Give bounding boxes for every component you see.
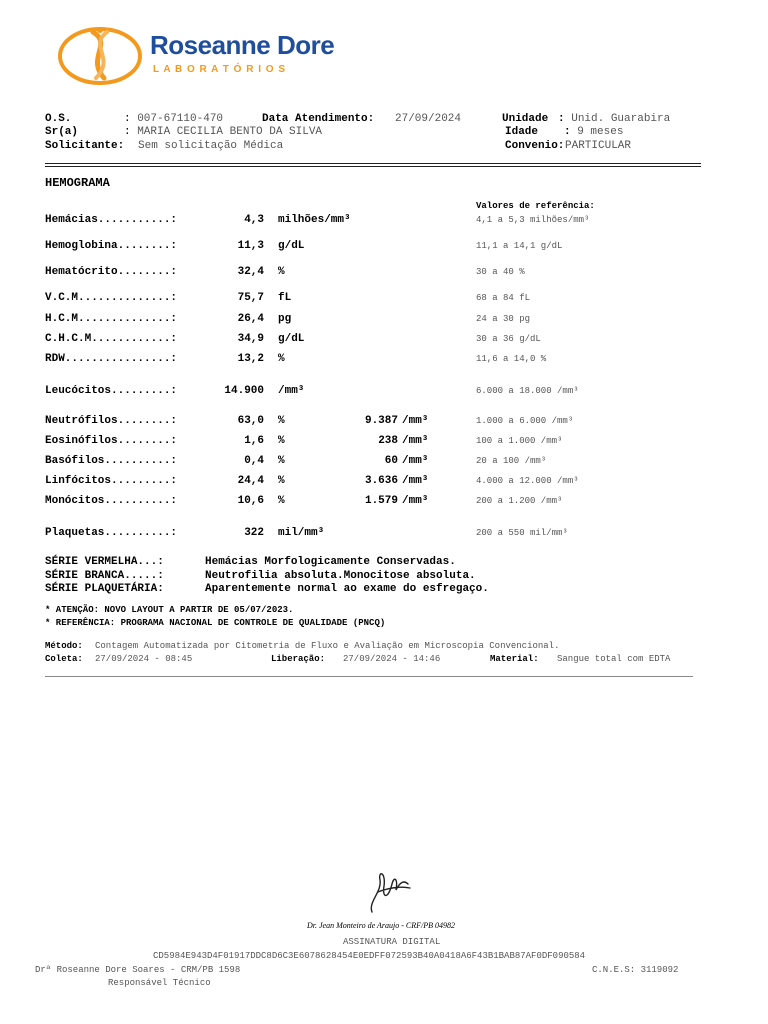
result-value: 10,6 [237,495,264,507]
material-value: Sangue total com EDTA [557,654,671,664]
serie-key: SÉRIE VERMELHA...: [45,556,164,568]
reference-value: 11,6 a 14,0 % [476,354,547,364]
reference-value: 200 a 550 mil/mm³ [476,528,568,538]
result-absolute-unit: /mm³ [402,435,429,447]
result-label: C.H.C.M............: [45,333,178,345]
result-row [0,214,768,230]
signature-label: ASSINATURA DIGITAL [343,937,441,947]
unidade-label: Unidade [502,113,549,125]
result-unit: % [278,415,285,427]
os-label: O.S. [45,113,72,125]
result-row [0,495,768,511]
result-absolute: 3.636 [364,475,398,487]
result-absolute-unit: /mm³ [402,415,429,427]
result-value: 322 [244,527,264,539]
result-unit: /mm³ [278,385,305,397]
result-row [0,415,768,431]
result-value: 34,9 [237,333,264,345]
result-absolute-unit: /mm³ [402,495,429,507]
header-divider-2 [45,166,701,167]
note-referencia: * REFERÊNCIA: PROGRAMA NACIONAL DE CONTROLE DE QUALIDADE (PNCQ) [45,618,386,628]
result-unit: % [278,353,285,365]
result-value: 32,4 [237,266,264,278]
result-value: 0,4 [244,455,264,467]
lab-logo [58,24,335,88]
ref-header: Valores de referência: [476,201,595,211]
result-label: H.C.M..............: [45,313,178,325]
data-atendimento-label: Data Atendimento: [262,113,375,125]
exam-title: HEMOGRAMA [45,176,110,190]
result-row [0,240,768,256]
data-atendimento-value: 27/09/2024 [395,113,462,125]
solicitante-value: Sem solicitação Médica [138,140,284,152]
reference-value: 24 a 30 pg [476,314,531,324]
idade-label: Idade [505,126,539,138]
result-label: Basófilos..........: [45,455,178,467]
reference-value: 30 a 40 % [476,267,525,277]
reference-value: 6.000 a 18.000 /mm³ [476,386,579,396]
result-label: Hemácias...........: [45,214,178,226]
coleta-label: Coleta: [45,654,83,664]
liberacao-label: Liberação: [271,654,326,664]
result-label: Plaquetas..........: [45,527,178,539]
logo-symbol-icon [58,24,142,86]
result-row [0,435,768,451]
result-row [0,313,768,329]
serie-row [0,583,768,599]
reference-value: 4,1 a 5,3 milhões/mm³ [476,215,590,225]
reference-value: 100 a 1.000 /mm³ [476,436,563,446]
metodo-value: Contagem Automatizada por Citometria de Fluxo e Avaliação em Microscopia Convencional. [95,641,560,651]
result-unit: fL [278,292,292,304]
result-row [0,266,768,282]
serie-value: Neutrofilia absoluta.Monocitose absoluta. [205,570,476,582]
reference-value: 1.000 a 6.000 /mm³ [476,416,574,426]
result-absolute-unit: /mm³ [402,455,429,467]
footer-divider [45,676,693,677]
result-label: V.C.M..............: [45,292,178,304]
reference-value: 20 a 100 /mm³ [476,456,547,466]
os-value: 007-67110-470 [137,113,224,125]
coleta-value: 27/09/2024 - 08:45 [95,654,193,664]
result-value: 75,7 [237,292,264,304]
result-label: Linfócitos.........: [45,475,178,487]
result-value: 26,4 [237,313,264,325]
unidade-value: Unid. Guarabira [571,113,671,125]
serie-value: Aparentemente normal ao exame do esfregaço. [205,583,489,595]
reference-value: 11,1 a 14,1 g/dL [476,241,563,251]
result-label: Monócitos..........: [45,495,178,507]
result-label: RDW................: [45,353,178,365]
signature-icon [358,862,418,922]
result-absolute: 1.579 [364,495,398,507]
responsavel-name: Drª Roseanne Dore Soares - CRM/PB 1598 [35,965,241,975]
result-row [0,455,768,471]
result-row [0,475,768,491]
result-label: Leucócitos.........: [45,385,178,397]
serie-key: SÉRIE PLAQUETÁRIA: [45,583,164,595]
result-absolute-unit: /mm³ [402,475,429,487]
result-label: Hemoglobina........: [45,240,178,252]
result-absolute: 238 [378,435,398,447]
result-value: 1,6 [244,435,264,447]
reference-value: 4.000 a 12.000 /mm³ [476,476,579,486]
material-label: Material: [490,654,539,664]
result-value: 24,4 [237,475,264,487]
result-unit: g/dL [278,333,305,345]
reference-value: 68 a 84 fL [476,293,531,303]
result-row [0,385,768,401]
result-value: 14.900 [224,385,264,397]
cnes: C.N.E.S: 3119092 [592,965,679,975]
result-unit: % [278,495,285,507]
idade-value: 9 meses [577,126,624,138]
signature-hash: CD5984E943D4F01917DDC8D6C3E6078628454E0EDFF072593B40A0418A6F43B1BAB87AF0DF090584 [153,951,586,961]
result-value: 63,0 [237,415,264,427]
result-unit: % [278,435,285,447]
result-unit: pg [278,313,292,325]
note-layout: * ATENÇÃO: NOVO LAYOUT A PARTIR DE 05/07/2023. [45,605,294,615]
patient-name: MARIA CECILIA BENTO DA SILVA [137,126,323,138]
result-label: Neutrófilos........: [45,415,178,427]
serie-key: SÉRIE BRANCA.....: [45,570,164,582]
result-unit: % [278,475,285,487]
liberacao-value: 27/09/2024 - 14:46 [343,654,441,664]
result-row [0,353,768,369]
result-value: 13,2 [237,353,264,365]
logo-sub: L A B O R A T Ó R I O S [153,64,287,75]
result-row [0,292,768,308]
result-label: Eosinófilos........: [45,435,178,447]
result-row [0,527,768,543]
result-unit: g/dL [278,240,305,252]
reference-value: 200 a 1.200 /mm³ [476,496,563,506]
result-unit: % [278,266,285,278]
serie-value: Hemácias Morfologicamente Conservadas. [205,556,456,568]
sra-label: Sr(a) [45,126,79,138]
result-absolute: 60 [384,455,398,467]
convenio-label: Convenio: [505,140,565,152]
result-label: Hematócrito........: [45,266,178,278]
result-unit: milhões/mm³ [278,214,351,226]
responsavel-role: Responsável Técnico [108,978,211,988]
result-unit: % [278,455,285,467]
result-value: 4,3 [244,214,264,226]
header-divider [45,163,701,164]
reference-value: 30 a 36 g/dL [476,334,541,344]
metodo-label: Método: [45,641,83,651]
signer-name: Dr. Jean Monteiro de Araujo - CRF/PB 04982 [307,921,455,930]
logo-name: Roseanne Dore [150,30,335,60]
result-absolute: 9.387 [364,415,398,427]
convenio-value: PARTICULAR [565,140,632,152]
solicitante-label: Solicitante: [45,140,125,152]
result-unit: mil/mm³ [278,527,325,539]
result-row [0,333,768,349]
result-value: 11,3 [237,240,264,252]
